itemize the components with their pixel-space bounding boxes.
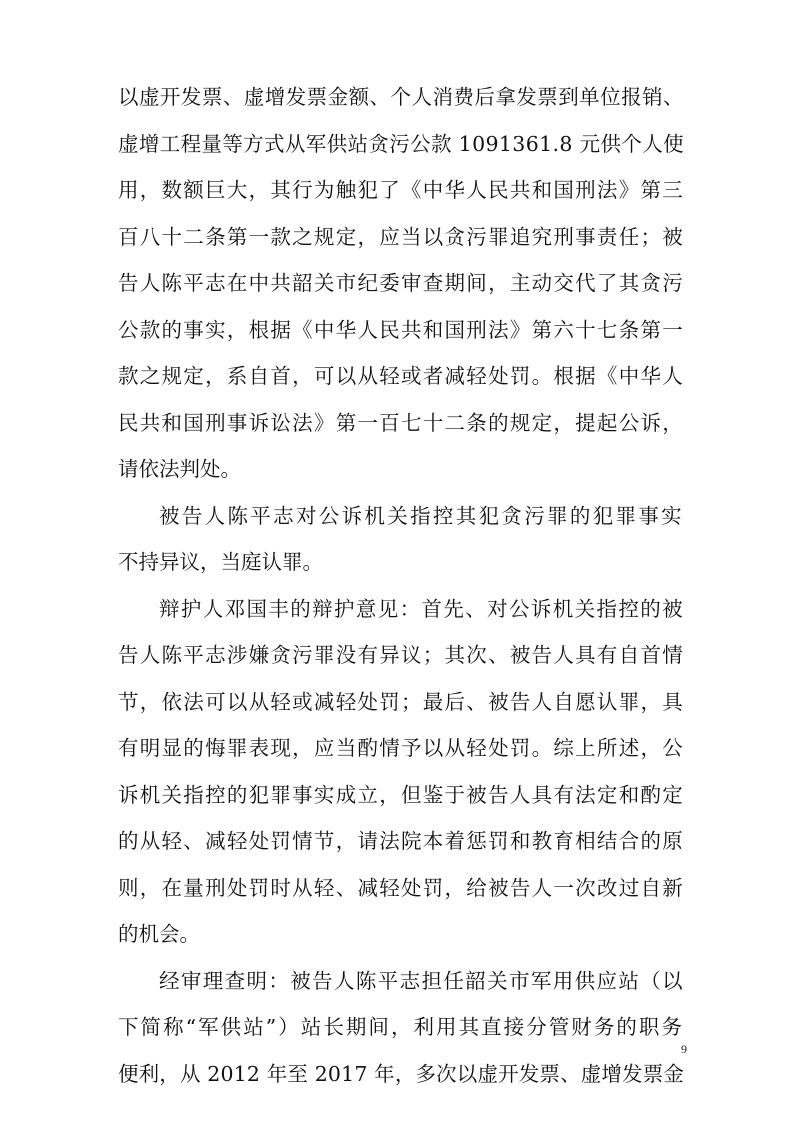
text-line: [118, 1051, 684, 1098]
line-text: 则，在量刑处罚时从轻、减轻处罚，给被告人一次改过自新: [118, 875, 684, 900]
line-text: 请依法判处。: [118, 457, 241, 481]
line-text: 款之规定，系自首，可以从轻或者减轻处罚。根据《中华人: [118, 364, 684, 388]
line-text: 告人陈平志涉嫌贪污罪没有异议；其次、被告人具有自首情: [118, 643, 684, 667]
line-text: 公款的事实，根据《中华人民共和国刑法》第六十七条第一: [118, 317, 684, 342]
line-text: 节，依法可以从轻或减轻处罚；最后、被告人自愿认罪，具: [118, 689, 684, 714]
line-text: 诉机关指控的犯罪事实成立，但鉴于被告人具有法定和酌定: [118, 782, 684, 807]
line-text: 有明显的悔罪表现，应当酌情予以从轻处罚。综上所述，公: [118, 736, 684, 760]
text-line: [118, 679, 684, 726]
text-line: [118, 400, 684, 447]
paragraph-first-line: [118, 958, 684, 1005]
text-line: [118, 632, 684, 679]
line-text: 的从轻、减轻处罚情节，请法院本着惩罚和教育相结合的原: [118, 829, 684, 853]
line-text: 虚增工程量等方式从军供站贪污公款 1091361.8 元供个人使: [118, 131, 684, 156]
line-text: 便利，从 2012 年至 2017 年，多次以虚开发票、虚增发票金: [118, 1061, 684, 1086]
text-line: [118, 911, 684, 958]
text-line: [118, 772, 684, 819]
text-line: [118, 307, 684, 354]
text-line: [118, 74, 684, 121]
text-line: [118, 121, 684, 168]
paragraph-first-line: [118, 586, 684, 633]
text-line: [118, 865, 684, 912]
page-number: 9: [681, 1042, 687, 1056]
text-line: [118, 446, 684, 493]
text-line: [118, 353, 684, 400]
line-text: 经审理查明：被告人陈平志担任韶关市军用供应站（以: [159, 968, 684, 993]
text-line: [118, 167, 684, 214]
line-text: 下简称“军供站”）站长期间，利用其直接分管财务的职务: [118, 1015, 684, 1039]
text-line: [118, 725, 684, 772]
text-line: [118, 539, 684, 586]
paragraph-first-line: [118, 493, 684, 540]
line-text: 被告人陈平志对公诉机关指控其犯贪污罪的犯罪事实: [159, 503, 684, 528]
line-text: 以虚开发票、虚增发票金额、个人消费后拿发票到单位报销、: [118, 85, 684, 109]
line-text: 告人陈平志在中共韶关市纪委审查期间，主动交代了其贪污: [118, 271, 684, 295]
line-text: 辩护人邓国丰的辩护意见：首先、对公诉机关指控的被: [159, 596, 684, 621]
text-line: [118, 260, 684, 307]
text-line: [118, 818, 684, 865]
line-text: 不持异议，当庭认罪。: [118, 550, 323, 574]
line-text: 百八十二条第一款之规定，应当以贪污罪追究刑事责任；被: [118, 224, 684, 249]
document-body: [118, 74, 684, 1097]
line-text: 民共和国刑事诉讼法》第一百七十二条的规定，提起公诉，: [118, 410, 684, 435]
line-text: 用，数额巨大，其行为触犯了《中华人民共和国刑法》第三: [118, 178, 684, 202]
line-text: 的机会。: [118, 922, 200, 946]
text-line: [118, 214, 684, 261]
